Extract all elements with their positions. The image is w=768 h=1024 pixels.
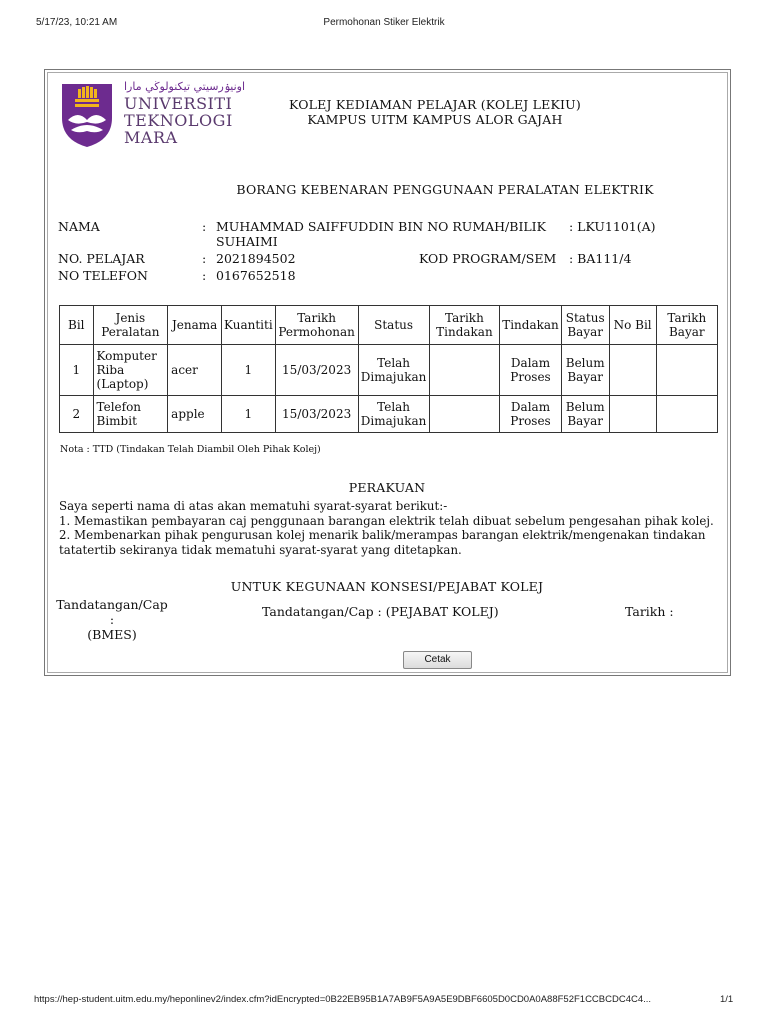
table-row bbox=[60, 396, 718, 433]
uitm-logo bbox=[58, 76, 246, 148]
table-cell: Telah Dimajukan bbox=[358, 345, 429, 396]
campus-name: KAMPUS UITM KAMPUS ALOR GAJAH bbox=[307, 112, 563, 127]
table-cell: 1 bbox=[222, 345, 276, 396]
program-value: : BA111/4 bbox=[569, 251, 632, 266]
table-cell: 1 bbox=[222, 396, 276, 433]
signature-bmes bbox=[56, 597, 168, 642]
telefon-colon: : bbox=[202, 268, 207, 283]
column-header: Tarikh Bayar bbox=[656, 306, 717, 345]
office-use-title: UNTUK KEGUNAAN KONSESI/PEJABAT KOLEJ bbox=[230, 579, 544, 594]
college-name: KOLEJ KEDIAMAN PELAJAR (KOLEJ LEKIU) bbox=[289, 97, 581, 112]
table-cell bbox=[656, 396, 717, 433]
table-cell bbox=[429, 345, 500, 396]
print-datetime: 5/17/23, 10:21 AM bbox=[36, 17, 118, 28]
logo-text-line1: UNIVERSITI bbox=[124, 94, 233, 113]
column-header: Status Bayar bbox=[561, 306, 609, 345]
nama-colon: : bbox=[202, 219, 207, 234]
table-cell: acer bbox=[168, 345, 222, 396]
column-header: No Bil bbox=[609, 306, 656, 345]
signature-pejabat: Tandatangan/Cap : (PEJABAT KOLEJ) bbox=[262, 604, 499, 619]
table-cell: apple bbox=[168, 396, 222, 433]
perakuan-item-2: 2. Membenarkan pihak pengurusan kolej menarik balik/merampas barangan elektrik/mengenakan tindakan tatatertib sekiranya tidak mematuhi syarat-syarat yang ditetapkan. bbox=[59, 528, 706, 557]
bilik-value: : LKU1101(A) bbox=[569, 219, 656, 234]
table-cell bbox=[609, 396, 656, 433]
perakuan-item-1: 1. Memastikan pembayaran caj penggunaan barangan elektrik telah dibuat sebelum pengesahan pihak kolej. bbox=[59, 513, 714, 528]
logo-text-line3: MARA bbox=[124, 128, 178, 147]
table-cell: Belum Bayar bbox=[561, 396, 609, 433]
table-cell: Dalam Proses bbox=[500, 396, 562, 433]
table-cell bbox=[429, 396, 500, 433]
telefon-value: 0167652518 bbox=[216, 268, 296, 283]
column-header: Bil bbox=[60, 306, 94, 345]
uitm-emblem-icon bbox=[62, 84, 112, 147]
table-cell: Telah Dimajukan bbox=[358, 396, 429, 433]
table-note: Nota : TTD (Tindakan Telah Diambil Oleh Pihak Kolej) bbox=[60, 444, 321, 455]
pelajar-colon: : bbox=[202, 251, 207, 266]
equipment-table bbox=[59, 305, 718, 433]
print-button[interactable]: Cetak bbox=[403, 651, 472, 669]
column-header: Jenis Peralatan bbox=[93, 306, 168, 345]
table-cell bbox=[656, 345, 717, 396]
table-row bbox=[60, 345, 718, 396]
table-cell: 1 bbox=[60, 345, 94, 396]
perakuan-intro: Saya seperti nama di atas akan mematuhi syarat-syarat berikut:- bbox=[59, 499, 448, 513]
table-cell: Dalam Proses bbox=[500, 345, 562, 396]
signature-bmes-unit: (BMES) bbox=[87, 627, 137, 642]
table-cell: Komputer Riba (Laptop) bbox=[93, 345, 168, 396]
nama-value-line2: SUHAIMI bbox=[216, 234, 278, 249]
nama-label: NAMA bbox=[58, 219, 100, 234]
pelajar-label: NO. PELAJAR bbox=[58, 251, 145, 266]
pelajar-value: 2021894502 bbox=[216, 251, 296, 266]
form-title: BORANG KEBENARAN PENGGUNAAN PERALATAN ELEKTRIK bbox=[236, 182, 654, 197]
column-header: Kuantiti bbox=[222, 306, 276, 345]
column-header: Status bbox=[358, 306, 429, 345]
perakuan-text bbox=[59, 499, 719, 557]
print-url[interactable]: https://hep-student.uitm.edu.my/heponlinev2/index.cfm?idEncrypted=0B22EB95B1A7AB9F5A9A5E9DBF6605D0CD0A0A88F52F1CCBCDC4C4... bbox=[34, 994, 652, 1005]
table-cell: Belum Bayar bbox=[561, 345, 609, 396]
logo-text-line2: TEKNOLOGI bbox=[124, 111, 233, 130]
column-header: Tarikh Permohonan bbox=[275, 306, 358, 345]
print-page-number: 1/1 bbox=[720, 994, 734, 1005]
table-header-row bbox=[60, 306, 718, 345]
table-cell: 15/03/2023 bbox=[275, 396, 358, 433]
tarikh-label: Tarikh : bbox=[625, 604, 674, 619]
column-header: Tarikh Tindakan bbox=[429, 306, 500, 345]
column-header: Jenama bbox=[168, 306, 222, 345]
perakuan-title: PERAKUAN bbox=[348, 480, 426, 495]
logo-jawi-text: اونيۏرسيتي تيكنولوڬي مارا bbox=[124, 80, 246, 93]
column-header: Tindakan bbox=[500, 306, 562, 345]
table-cell: Telefon Bimbit bbox=[93, 396, 168, 433]
print-page-title: Permohonan Stiker Elektrik bbox=[323, 17, 445, 28]
nama-value-line1: MUHAMMAD SAIFFUDDIN BIN NO RUMAH/BILIK bbox=[216, 219, 546, 234]
table-cell bbox=[609, 345, 656, 396]
signature-bmes-label: Tandatangan/Cap : bbox=[56, 597, 168, 627]
telefon-label: NO TELEFON bbox=[58, 268, 148, 283]
program-label: KOD PROGRAM/SEM bbox=[419, 251, 557, 266]
table-cell: 2 bbox=[60, 396, 94, 433]
table-cell: 15/03/2023 bbox=[275, 345, 358, 396]
